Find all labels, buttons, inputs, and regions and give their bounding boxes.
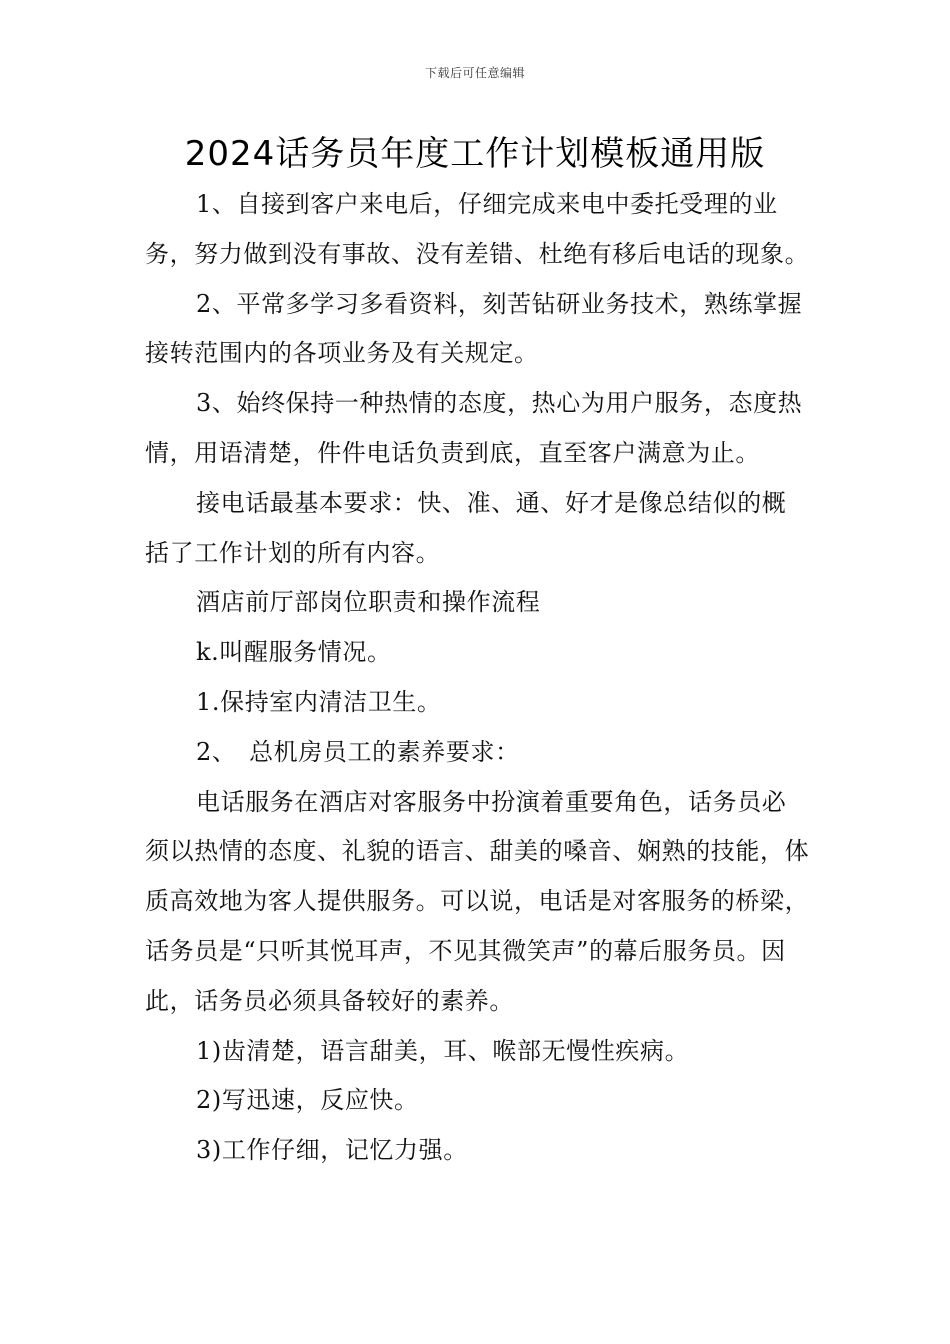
paragraph-item-3: 3、始终保持一种热情的态度，热心为用户服务，态度热情，用语清楚，件件电话负责到底，直至客户满意为止。 [145, 389, 803, 467]
header-note: 下载后可任意编辑 [424, 66, 525, 80]
paragraph-list-item-2: 2)写迅速，反应快。 [196, 1086, 419, 1115]
document-title: 2024话务员年度工作计划模板通用版 [184, 134, 766, 174]
paragraph-cleanliness: 1.保持室内清洁卫生。 [196, 687, 442, 716]
paragraph-item-2: 2、平常多学习多看资料，刻苦钻研业务技术，熟练掌握接转范围内的各项业务及有关规定。 [145, 289, 803, 368]
paragraph-list-item-3: 3)工作仔细，记忆力强。 [196, 1136, 468, 1165]
document-body [145, 180, 810, 1176]
paragraph-phone-requirements: 接电话最基本要求：快、准、通、好才是像总结似的概括了工作计划的所有内容。 [145, 488, 787, 567]
paragraph-wakeup-service: k.叫醒服务情况。 [196, 638, 392, 667]
paragraph-section-heading: 酒店前厅部岗位职责和操作流程 [196, 588, 541, 617]
paragraph-telephone-service: 电话服务在酒店对客服务中扮演着重要角色，话务员必须以热情的态度、礼貌的语言、甜美的嗓音、娴熟的技能，体质高效地为客人提供服务。可以说，电话是对客服务的桥梁，话务员是“只听其悦耳声，不见其微笑声”的幕后服务员。因此，话务员必须具备较好的素养。 [145, 787, 810, 1015]
paragraph-quality-requirements: 2、 总机房员工的素养要求： [196, 737, 520, 766]
paragraph-item-1: 1、自接到客户来电后，仔细完成来电中委托受理的业务，努力做到没有事故、没有差错、杜绝有移后电话的现象。 [145, 190, 810, 268]
paragraph-list-item-1: 1)齿清楚，语言甜美，耳、喉部无慢性疾病。 [196, 1036, 690, 1065]
